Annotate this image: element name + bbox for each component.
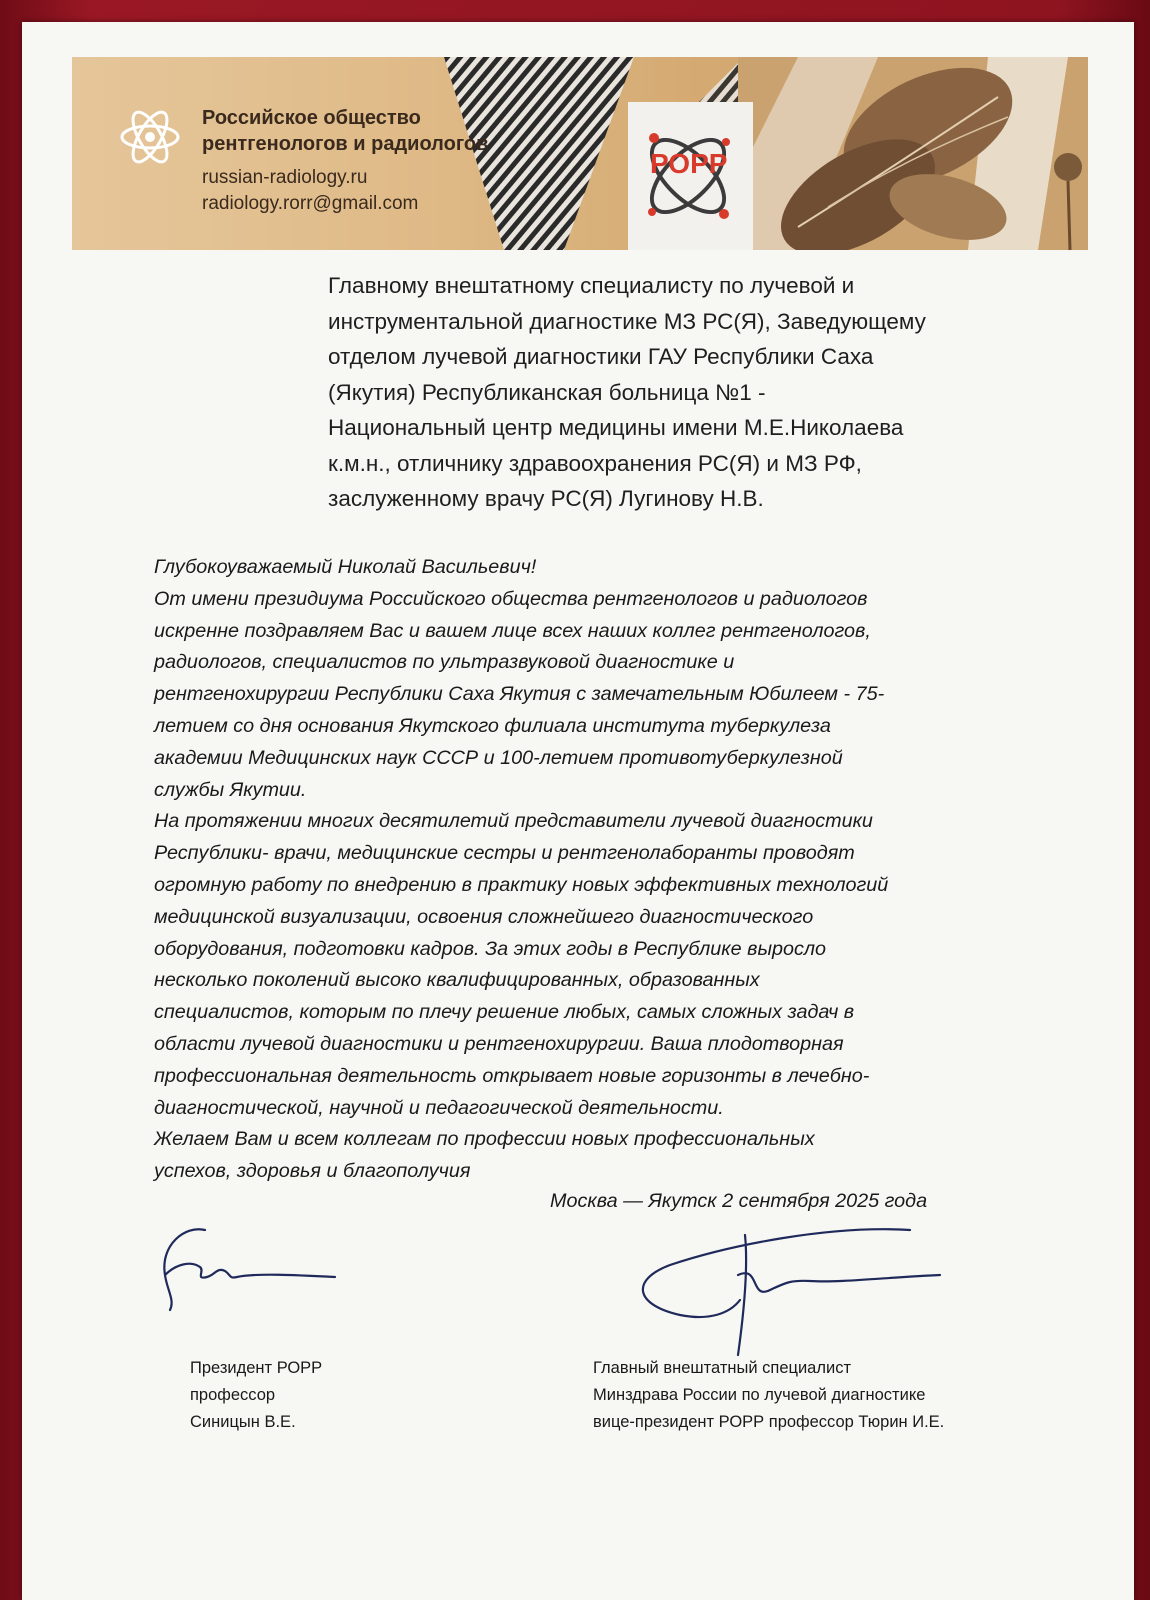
- body-line: службы Якутии.: [154, 778, 307, 801]
- body-line: успехов, здоровья и благополучия: [154, 1160, 471, 1183]
- signer-left-line: Синицын В.Е.: [190, 1413, 296, 1431]
- body-line: медицинской визуализации, освоения сложнейшего диагностического: [154, 905, 814, 928]
- org-name-line: рентгенологов и радиологов: [202, 133, 489, 155]
- place-date: Москва — Якутск 2 сентября 2025 года: [550, 1190, 928, 1212]
- addressee-line: к.м.н., отличнику здравоохранения РС(Я) и МЗ РФ,: [328, 450, 862, 476]
- signer-left-line: Президент РОРР: [190, 1359, 323, 1377]
- body-line: специалистов, которым по плечу решение любых, самых сложных задач в: [154, 1001, 855, 1024]
- body-line: Республики- врачи, медицинские сестры и рентгенолаборанты проводят: [154, 842, 855, 865]
- body-line: академии Медицинских наук СССР и 100-летием противотуберкулезной: [154, 746, 843, 769]
- org-name-line: Российское общество: [202, 107, 421, 129]
- signer-right-block: [593, 1355, 944, 1436]
- body-line: области лучевой диагностики и рентгенохирургии. Ваша плодотворная: [154, 1032, 844, 1055]
- body-line: рентгенохирургии Республики Саха Якутия с замечательным Юбилеем - 75-: [154, 683, 885, 706]
- signer-left-line: профессор: [190, 1386, 276, 1404]
- rorr-logo: [628, 102, 753, 250]
- greeting: Глубокоуважаемый Николай Васильевич!: [154, 556, 537, 578]
- org-website[interactable]: russian-radiology.ru: [202, 167, 368, 188]
- body-line: радиологов, специалистов по ультразвуковой диагностике и: [154, 651, 735, 674]
- body-line: оборудования, подготовки кадров. За этих годы в Республике выросло: [154, 937, 827, 960]
- body-line: диагностической, научной и педагогической деятельности.: [154, 1096, 724, 1119]
- addressee-line: отделом лучевой диагностики ГАУ Республики Саха: [328, 344, 874, 369]
- atom-logo-icon: [118, 105, 182, 169]
- addressee-line: заслуженному врачу РС(Я) Лугинову Н.В.: [328, 486, 764, 511]
- signature-left: [145, 1205, 355, 1315]
- org-email[interactable]: radiology.rorr@gmail.com: [202, 193, 419, 214]
- addressee-block: [328, 268, 1058, 517]
- body-line: профессиональная деятельность открывает новые горизонты в лечебно-: [154, 1064, 870, 1087]
- addressee-line: инструментальной диагностике МЗ РС(Я), Заведующему: [328, 308, 926, 334]
- addressee-line: Главному внештатному специалисту по лучевой и: [328, 273, 855, 298]
- org-name: [202, 105, 488, 157]
- letterhead-banner: [72, 57, 1088, 250]
- addressee-line: Национальный центр медицины имени М.Е.Николаева: [328, 415, 904, 440]
- signer-right-line: Главный внештатный специалист: [593, 1359, 852, 1377]
- signer-right-line: Минздрава России по лучевой диагностике: [593, 1386, 926, 1404]
- signer-right-line: вице-президент РОРР профессор Тюрин И.Е.: [593, 1413, 945, 1431]
- body-line: искренне поздравляем Вас и вашем лице всех наших коллег рентгенологов,: [154, 619, 871, 642]
- body-line: огромную работу по внедрению в практику новых эффективных технологий: [154, 873, 889, 896]
- body-line: Желаем Вам и всем коллегам по профессии новых профессиональных: [154, 1128, 815, 1151]
- body-line: летием со дня основания Якутского филиала института туберкулеза: [154, 714, 831, 737]
- body-line: На протяжении многих десятилетий представители лучевой диагностики: [154, 810, 873, 833]
- letter-body: [154, 552, 1054, 1188]
- leaves-photo: [738, 57, 1088, 250]
- body-line: несколько поколений высоко квалифицированных, образованных: [154, 969, 760, 992]
- addressee-line: (Якутия) Республиканская больница №1 -: [328, 379, 766, 405]
- body-line: От имени президиума Российского общества рентгенологов и радиологов: [154, 587, 868, 610]
- rorr-logo-text: РОРР: [650, 148, 728, 179]
- signer-left-block: [190, 1355, 322, 1436]
- signature-right: [610, 1205, 950, 1365]
